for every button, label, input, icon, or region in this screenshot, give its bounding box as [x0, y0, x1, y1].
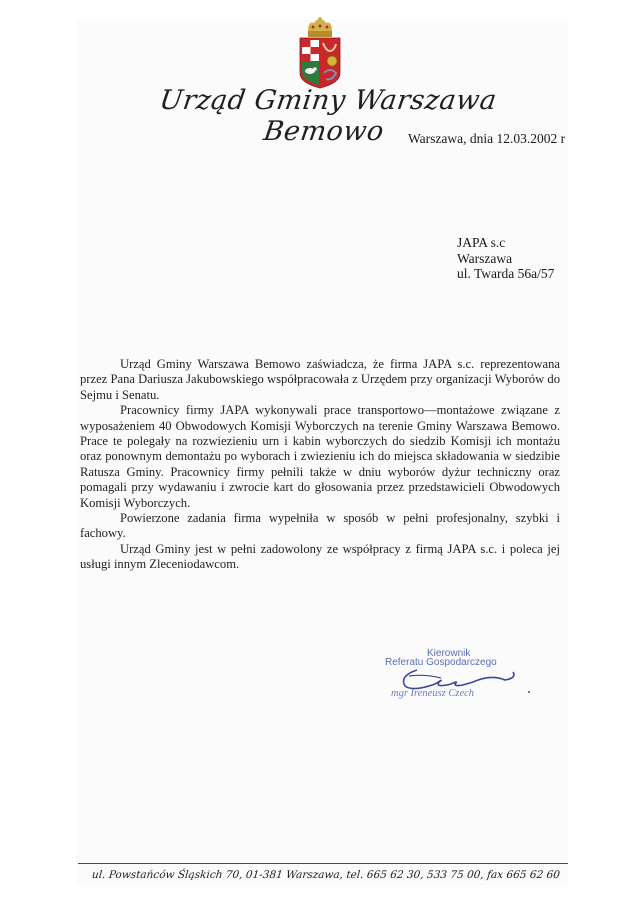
letterhead-title: Urząd Gminy Warszawa Bemowo [157, 85, 499, 147]
recipient-city: Warszawa [457, 250, 513, 266]
coat-of-arms-icon [296, 17, 344, 89]
body-paragraph: Pracownicy firmy JAPA wykonywali prace transportowo—montażowe związane z wyposażeniem 40 Obwodowych Komisji Wyborczych na terenie Gminy Warszawa Bemowo. Prace te polegały na rozwiezieniu urn i kabin wyborczych do siedzib Komisji ich montażu oraz ponownym demontażu po wyborach i zwiezieniu ich do miejsca składowania w siedzibie Ratusza Gminy. Pracownicy firmy pełnili także w dniu wyborów dyżur techniczny oraz pomagali przy wydawaniu i zwrocie kart do głosowania przez przedstawicieli Obwodowych Komisji Wyborczych. [80, 403, 560, 510]
recipient-name: JAPA s.c [457, 235, 506, 250]
body-paragraph: Urząd Gminy Warszawa Bemowo zaświadcza, że firma JAPA s.c. reprezentowana przez Pana Dariusza Jakubowskiego współpracowała z Urzędem przy organizacji Wyborów do Sejmu i Senatu. [80, 357, 560, 402]
body-paragraph: Powierzone zadania firma wypełniła w sposób w pełni profesjonalny, szybki i fachowy. [80, 511, 560, 541]
stamp-title-line2: Referatu Gospodarczego [385, 657, 497, 668]
recipient-address [457, 235, 554, 282]
letter-body [80, 357, 560, 573]
signature-stamp [385, 648, 545, 708]
body-paragraph: Urząd Gminy jest w pełni zadowolony ze współpracy z firmą JAPA s.c. i poleca jej usługi innym Zleceniodawcom. [80, 541, 560, 572]
stamp-title-line1: Kierownik [427, 648, 471, 659]
date-line: Warszawa, dnia 12.03.2002 r [408, 131, 566, 146]
footer-divider [78, 863, 568, 864]
recipient-street: ul. Twarda 56a/57 [457, 266, 555, 281]
footer-address: ul. Powstańców Śląskich 70, 01-381 Warszawa, tel. 665 62 30, 533 75 00, fax 665 62 60 [91, 869, 561, 881]
crown-icon [308, 17, 332, 37]
signatory-name: mgr Ireneusz Czech [391, 688, 475, 699]
